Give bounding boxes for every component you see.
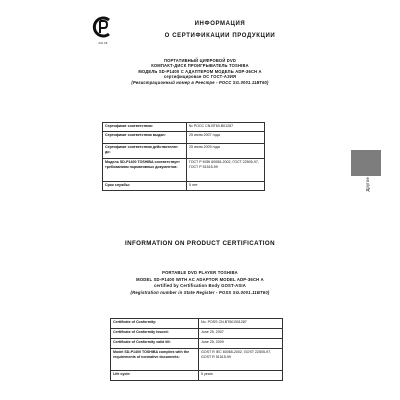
section-tab-label: Другое bbox=[365, 177, 370, 192]
table-value: June 25, 2009 bbox=[199, 339, 283, 349]
table-row bbox=[111, 319, 283, 329]
table-value: 25 июня 2009 года bbox=[187, 144, 265, 159]
ru-title bbox=[120, 18, 320, 42]
certification-logo-icon bbox=[92, 15, 114, 39]
table-value: 5 years bbox=[199, 371, 283, 381]
ru-title-line-2: О СЕРТИФИКАЦИИ ПРОДУКЦИИ bbox=[164, 33, 276, 39]
table-row bbox=[111, 371, 283, 381]
table-key: Life cycle: bbox=[111, 371, 199, 381]
table-key: Сертификат соответствия выдан: bbox=[103, 132, 187, 144]
ru-certificate-table bbox=[102, 122, 265, 191]
table-value: GOST R IEC 60065-2002, GOST 22505-97, GOST R 51515-99 bbox=[199, 349, 283, 371]
en-sub-line: PORTABLE DVD PLAYER TOSHIBA bbox=[162, 270, 238, 275]
ru-registration-line: (Регистрационный номер в Реестре - РОСС SG.0001.11ВТ60) bbox=[131, 79, 269, 85]
ru-sub-line: МОДЕЛЬ SD-P1400 С АДАПТЕРОМ МОДЕЛЬ ADP-36CH A bbox=[138, 68, 262, 74]
table-row bbox=[103, 159, 265, 182]
table-value: ГОСТ Р МЭК 60065-2002, ГОСТ 22505-97, ГОСТ Р 51515-99 bbox=[187, 159, 265, 182]
en-sub-line: certified by Certification Body GOST-ASIA bbox=[154, 283, 246, 289]
table-value: 25 июня 2007 года bbox=[187, 132, 265, 144]
table-key: Model SD-P1400 TOSHIBA complies with the requirements of normative documents: bbox=[111, 349, 199, 371]
en-registration-line: (Registration number in State Register - POSS SG.0001.11BT60) bbox=[130, 289, 270, 295]
logo-caption: АЯ 46 bbox=[98, 41, 108, 45]
table-value: No. POSS CN.BT60.B01287 bbox=[199, 319, 283, 329]
table-key: Срок службы: bbox=[103, 182, 187, 191]
ru-sub-line: сертифицирован ОС ГОСТ-АЗИЯ bbox=[163, 74, 237, 80]
ru-product-description bbox=[100, 58, 300, 85]
table-key: Модель SD-P1400 TOSHIBA соответствует требованиям нормативных документов: bbox=[103, 159, 187, 182]
table-value: № РОСС CN.ВТ60.В01287 bbox=[187, 123, 265, 132]
ru-sub-line: КОМПАКТ-ДИСК ПРОИГРЫВАТЕЛЬ TOSHIBA bbox=[151, 63, 249, 69]
table-row bbox=[111, 339, 283, 349]
table-row bbox=[111, 349, 283, 371]
en-product-description bbox=[95, 270, 305, 296]
table-key: Certificate of Conformity issued: bbox=[111, 329, 199, 339]
table-value: June 25, 2007 bbox=[199, 329, 283, 339]
table-row bbox=[103, 144, 265, 159]
table-row bbox=[111, 329, 283, 339]
table-row bbox=[103, 182, 265, 191]
table-key: Сертификат соответствия: bbox=[103, 123, 187, 132]
ru-title-line-1: ИНФОРМАЦИЯ bbox=[194, 21, 246, 27]
en-certificate-table bbox=[110, 318, 283, 381]
ru-sub-line: ПОРТАТИВНЫЙ ЦИФРОВОЙ DVD bbox=[163, 58, 237, 63]
table-key: Сертификат соответствия действителен до: bbox=[103, 144, 187, 159]
section-tab bbox=[351, 150, 381, 176]
en-title: INFORMATION ON PRODUCT CERTIFICATION bbox=[125, 240, 275, 247]
table-key: Certificate of Conformity valid till: bbox=[111, 339, 199, 349]
table-value: 5 лет bbox=[187, 182, 265, 191]
en-sub-line: MODEL SD-P1400 WITH AC ADAPTOR MODEL ADP-36CH A bbox=[136, 276, 264, 282]
table-key: Certificate of Conformity: bbox=[111, 319, 199, 329]
table-row bbox=[103, 123, 265, 132]
table-row bbox=[103, 132, 265, 144]
